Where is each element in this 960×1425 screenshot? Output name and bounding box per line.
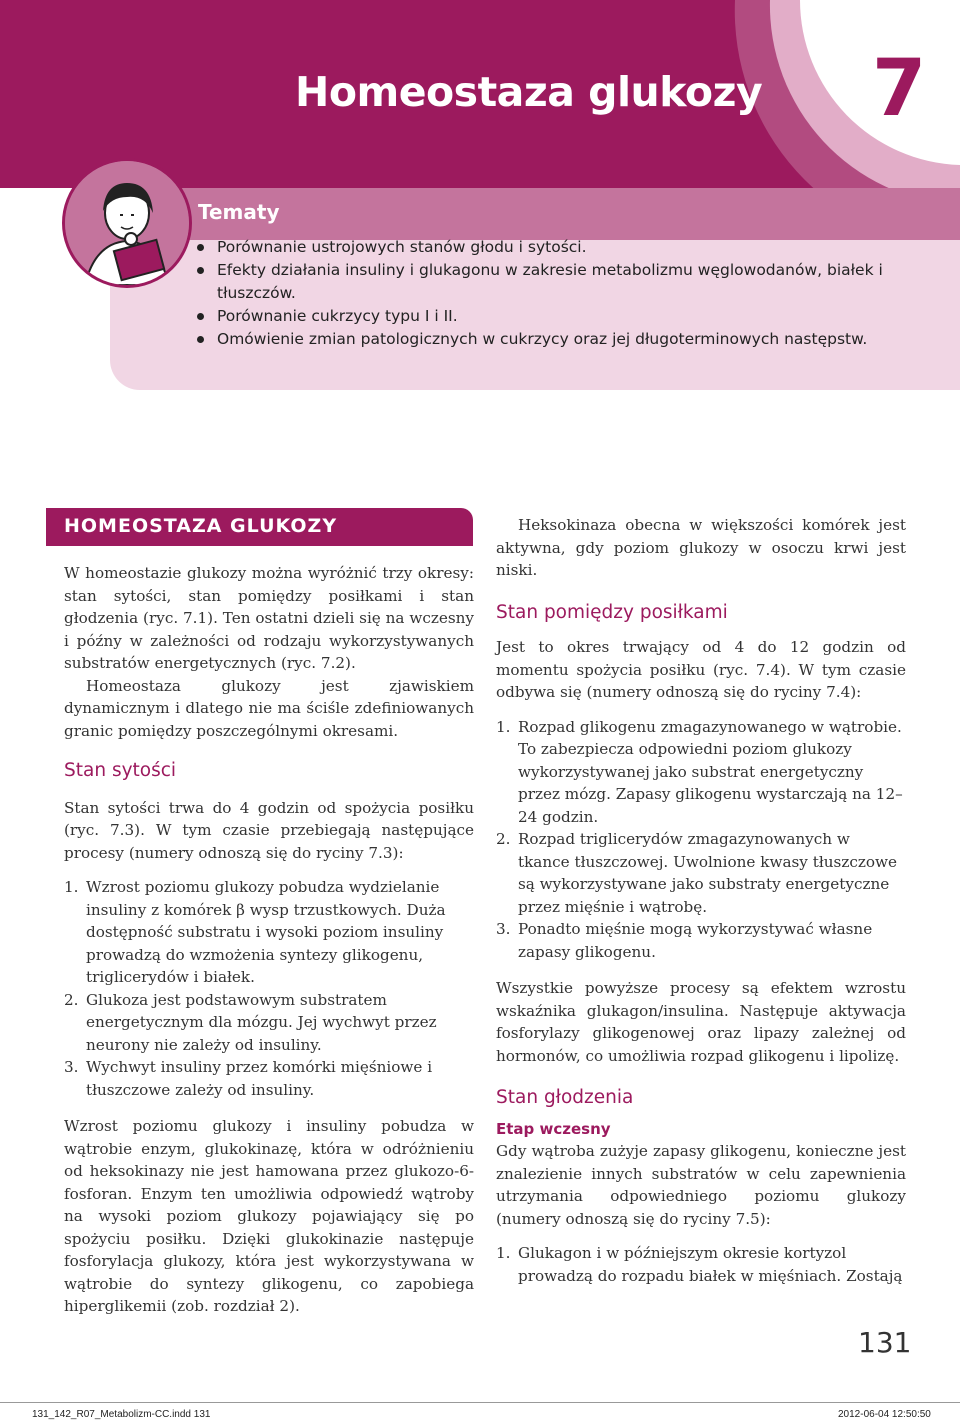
list-number: 3.	[64, 1058, 79, 1076]
list-text: Rozpad glikogenu zmagazynowanego w wątrobie. To zabezpiecza odpowiedni poziom glukozy wykorzystywanej jako substrat energetyczny przez mózg. Zapasy glikogenu wystarczają na 12–24 godzin.	[518, 717, 903, 826]
list-item	[64, 876, 474, 989]
list-item	[496, 1242, 906, 1287]
topic-item: Omówienie zmian patologicznych w cukrzycy oraz jej długoterminowych następstw.	[195, 328, 915, 351]
topic-item: Porównanie cukrzycy typu I i II.	[195, 305, 915, 328]
crop-line	[0, 1402, 960, 1403]
section-heading: HOMEOSTAZA GLUKOZY	[64, 515, 338, 537]
chapter-number: 7	[872, 44, 927, 134]
list-text: Glukoza jest podstawowym substratem energetycznym dla mózgu. Jej wychwyt przez neurony nie zależy od insuliny.	[86, 990, 437, 1054]
left-column	[64, 562, 474, 1318]
list-item	[496, 918, 906, 963]
topics-list	[195, 236, 915, 351]
list-number: 2.	[496, 830, 511, 848]
paragraph: Stan sytości trwa do 4 godzin od spożycia posiłku (ryc. 7.3). W tym czasie przebiegają następujące procesy (numery odnoszą się do ryciny 7.3):	[64, 798, 474, 862]
list-item	[496, 828, 906, 918]
page-number: 131	[858, 1326, 912, 1359]
right-column	[496, 514, 906, 1287]
topic-item: Porównanie ustrojowych stanów głodu i sytości.	[195, 236, 915, 259]
paragraph: W homeostazie glukozy można wyróżnić trzy okresy: stan sytości, stan pomiędzy posiłkami i stan głodzenia (ryc. 7.1). Ten ostatni dzieli się na wczesny i późny w zależności od rodzaju wykorzystywanych substratów energetycznych (ryc. 7.2).	[64, 564, 474, 672]
list-text: Ponadto mięśnie mogą wykorzystywać własne zapasy glikogenu.	[518, 920, 873, 961]
print-slug-file: 131_142_R07_Metabolizm-CC.indd 131	[32, 1409, 211, 1420]
list-item	[64, 1056, 474, 1101]
reader-illustration-icon	[62, 158, 192, 288]
list-number: 1.	[496, 717, 511, 736]
numbered-list	[496, 716, 906, 964]
paragraph: Homeostaza glukozy jest zjawiskiem dynamicznym i dlatego nie ma ściśle zdefiniowanych granic pomiędzy poszczególnymi okresami.	[64, 676, 474, 740]
paragraph: Wzrost poziomu glukozy i insuliny pobudza w wątrobie enzym, glukokinazę, która w odróżnieniu od heksokinazy nie jest hamowana przez glukozo-6-fosforan. Enzym ten umożliwia odpowiedź wątroby na wysoki poziom glukozy pojawiający się po spożyciu posiłku. Dzięki glukokinazie następuje fosforylacja glukozy, która jest wykorzystywana w wątrobie do syntezy glikogenu, co zapobiega hiperglikemii (zob. rozdział 2).	[64, 1117, 474, 1315]
list-text: Wzrost poziomu glukozy pobudza wydzielanie insuliny z komórek β wysp trzustkowych. Duża dostępność substratu i wysoki poziom insuliny prowadzą do wzmożenia syntezy glikogenu, triglicerydów i białek.	[86, 878, 446, 986]
paragraph: Gdy wątroba zużyje zapasy glikogenu, konieczne jest znalezienie innych substratów w celu zapewnienia utrzymania odpowiedniego poziomu glukozy (numery odnoszą się do ryciny 7.5):	[496, 1142, 906, 1228]
list-text: Rozpad triglicerydów zmagazynowanych w tkance tłuszczowej. Uwolnione kwasy tłuszczowe są wykorzystywane jako substraty energetyczne przez mięśnie i wątrobę.	[518, 830, 897, 916]
print-slug-date: 2012-06-04 12:50:50	[838, 1409, 931, 1420]
subheading-stan-glodzenia: Stan głodzenia	[496, 1087, 634, 1108]
paragraph: Wszystkie powyższe procesy są efektem wzrostu wskaźnika glukagon/insulina. Następuje aktywacja fosforylazy glikogenowej oraz lipazy zależnej od hormonów, co umożliwia rozpad glikogenu i lipolizę.	[496, 979, 906, 1065]
numbered-list	[496, 1242, 906, 1287]
list-number: 3.	[496, 920, 511, 938]
list-text: Glukagon i w późniejszym okresie kortyzol prowadzą do rozpadu białek w mięśniach. Zostają	[518, 1244, 903, 1285]
list-number: 1.	[496, 1244, 511, 1262]
list-number: 1.	[64, 878, 79, 896]
list-text: Wychwyt insuliny przez komórki mięśniowe i tłuszczowe zależy od insuliny.	[86, 1058, 433, 1099]
section-heading-bar	[46, 508, 473, 546]
list-number: 2.	[64, 990, 79, 1009]
paragraph: Heksokinaza obecna w większości komórek jest aktywna, gdy poziom glukozy w osoczu krwi jest niski.	[496, 516, 906, 579]
subheading-etap-wczesny: Etap wczesny	[496, 1119, 611, 1138]
list-item	[496, 716, 906, 829]
topics-label: Tematy	[198, 200, 280, 224]
subheading-stan-sytosci: Stan sytości	[64, 760, 177, 781]
paragraph: Jest to okres trwający od 4 do 12 godzin od momentu spożycia posiłku (ryc. 7.4). W tym czasie odbywa się (numery odnoszą się do ryciny 7.4):	[496, 638, 906, 701]
chapter-title: Homeostaza glukozy	[295, 68, 763, 116]
numbered-list	[64, 876, 474, 1101]
list-item	[64, 989, 474, 1057]
topic-item: Efekty działania insuliny i glukagonu w zakresie metabolizmu węglowodanów, białek i tłuszczów.	[195, 259, 915, 305]
subheading-stan-pomiedzy-posilkami: Stan pomiędzy posiłkami	[496, 601, 728, 623]
